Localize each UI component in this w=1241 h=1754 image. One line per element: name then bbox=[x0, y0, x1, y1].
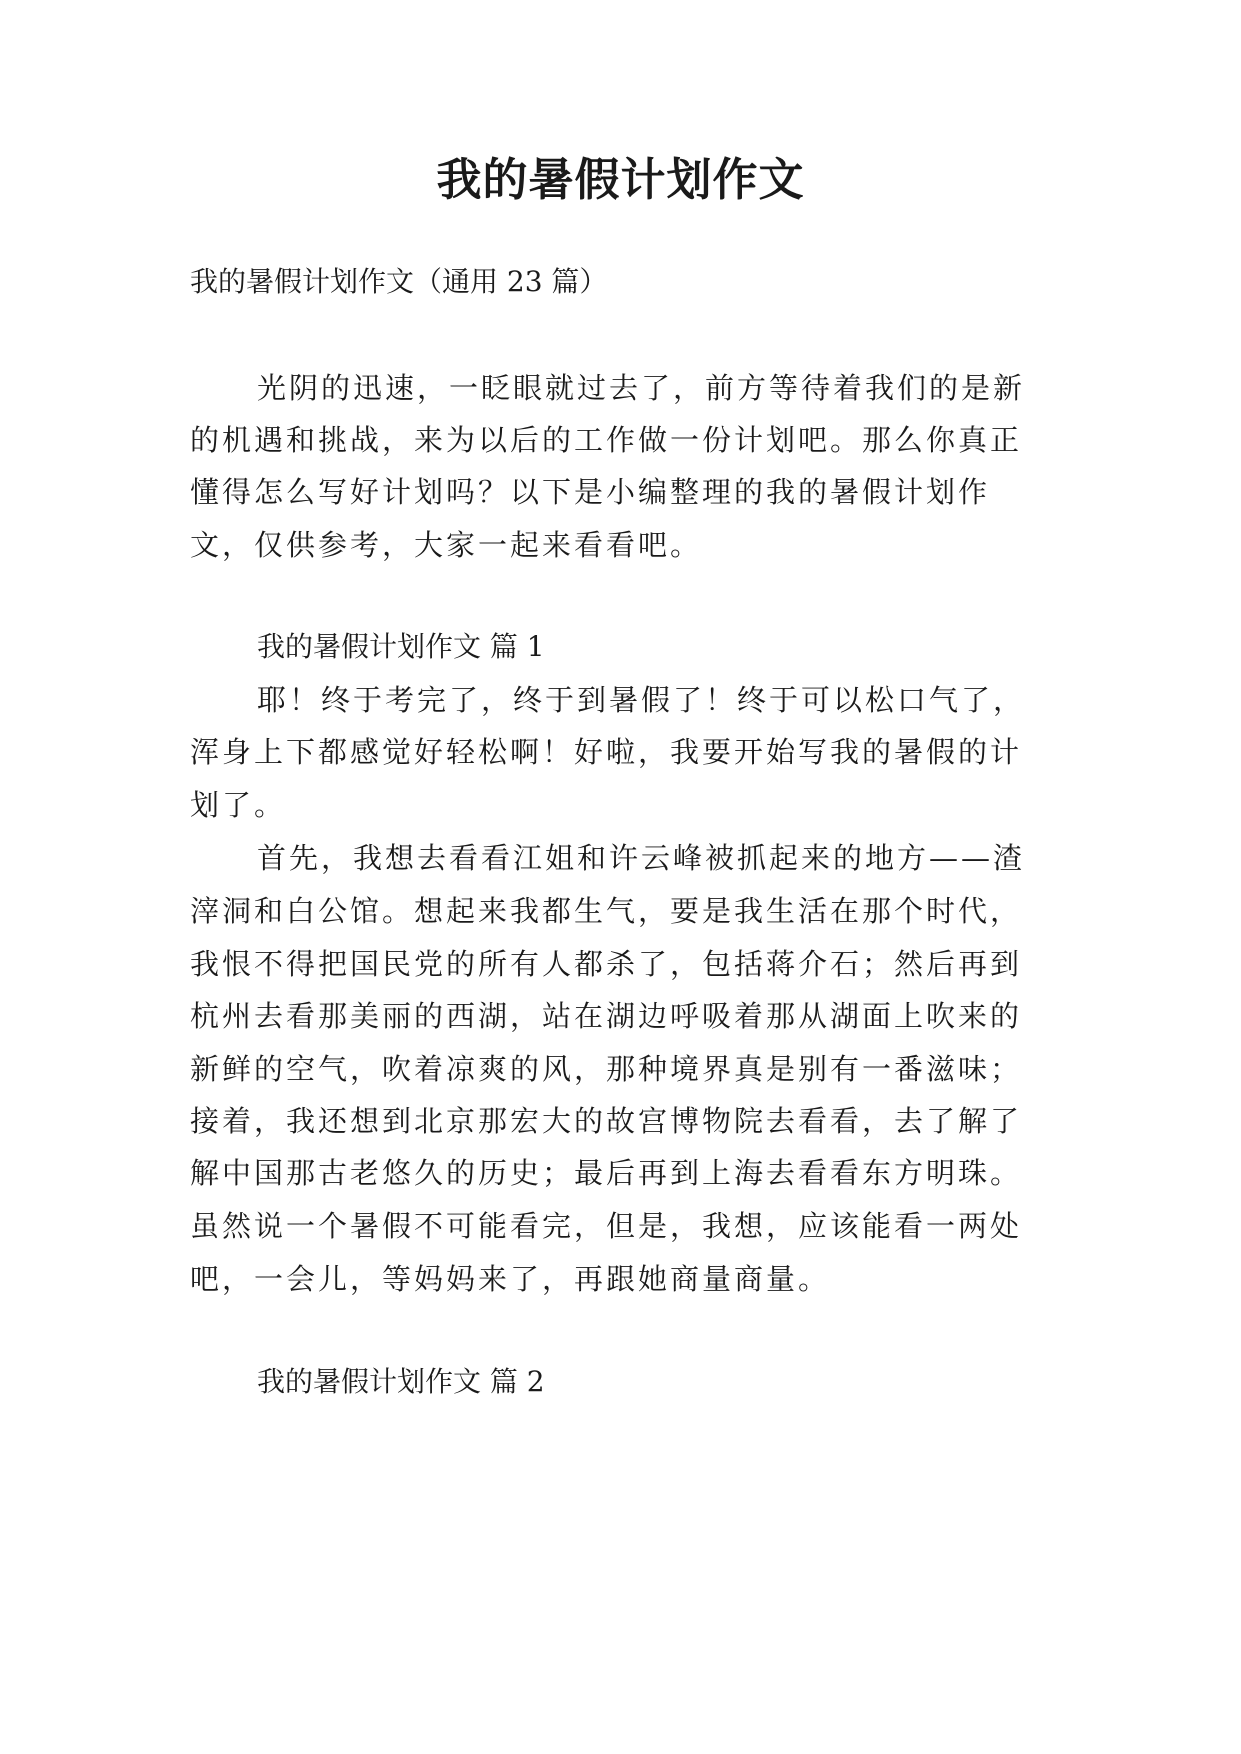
intro-line: 的机遇和挑战，来为以后的工作做一份计划吧。那么你真正 bbox=[190, 423, 1023, 457]
paragraph-line: 杭州去看那美丽的西湖，站在湖边呼吸着那从湖面上吹来的 bbox=[190, 999, 1023, 1033]
paragraph-line: 划了。 bbox=[190, 788, 287, 822]
paragraph-line: 虽然说一个暑假不可能看完，但是，我想，应该能看一两处 bbox=[190, 1209, 1023, 1243]
paragraph-line: 新鲜的空气，吹着凉爽的风，那种境界真是别有一番滋味； bbox=[190, 1052, 1023, 1086]
document-title: 我的暑假计划作文 bbox=[436, 153, 805, 206]
paragraph-line: 首先，我想去看看江姐和许云峰被抓起来的地方——渣 bbox=[257, 841, 1026, 875]
intro-line: 懂得怎么写好计划吗？以下是小编整理的我的暑假计划作 bbox=[190, 475, 991, 509]
paragraph-line: 浑身上下都感觉好轻松啊！好啦，我要开始写我的暑假的计 bbox=[190, 735, 1023, 769]
document-subtitle: 我的暑假计划作文（通用 23 篇） bbox=[190, 265, 608, 298]
intro-line: 文，仅供参考，大家一起来看看吧。 bbox=[190, 528, 703, 562]
section-heading: 我的暑假计划作文 篇 2 bbox=[257, 1365, 545, 1398]
paragraph-line: 吧，一会儿，等妈妈来了，再跟她商量商量。 bbox=[190, 1262, 831, 1296]
intro-line: 光阴的迅速，一眨眼就过去了，前方等待着我们的是新 bbox=[257, 371, 1026, 405]
paragraph-line: 滓洞和白公馆。想起来我都生气，要是我生活在那个时代， bbox=[190, 894, 1023, 928]
section-heading: 我的暑假计划作文 篇 1 bbox=[257, 630, 545, 663]
paragraph-line: 我恨不得把国民党的所有人都杀了，包括蒋介石；然后再到 bbox=[190, 947, 1023, 981]
paragraph-line: 接着，我还想到北京那宏大的故宫博物院去看看，去了解了 bbox=[190, 1104, 1023, 1138]
paragraph-line: 耶！终于考完了，终于到暑假了！终于可以松口气了， bbox=[257, 683, 1026, 717]
paragraph-line: 解中国那古老悠久的历史；最后再到上海去看看东方明珠。 bbox=[190, 1156, 1023, 1190]
